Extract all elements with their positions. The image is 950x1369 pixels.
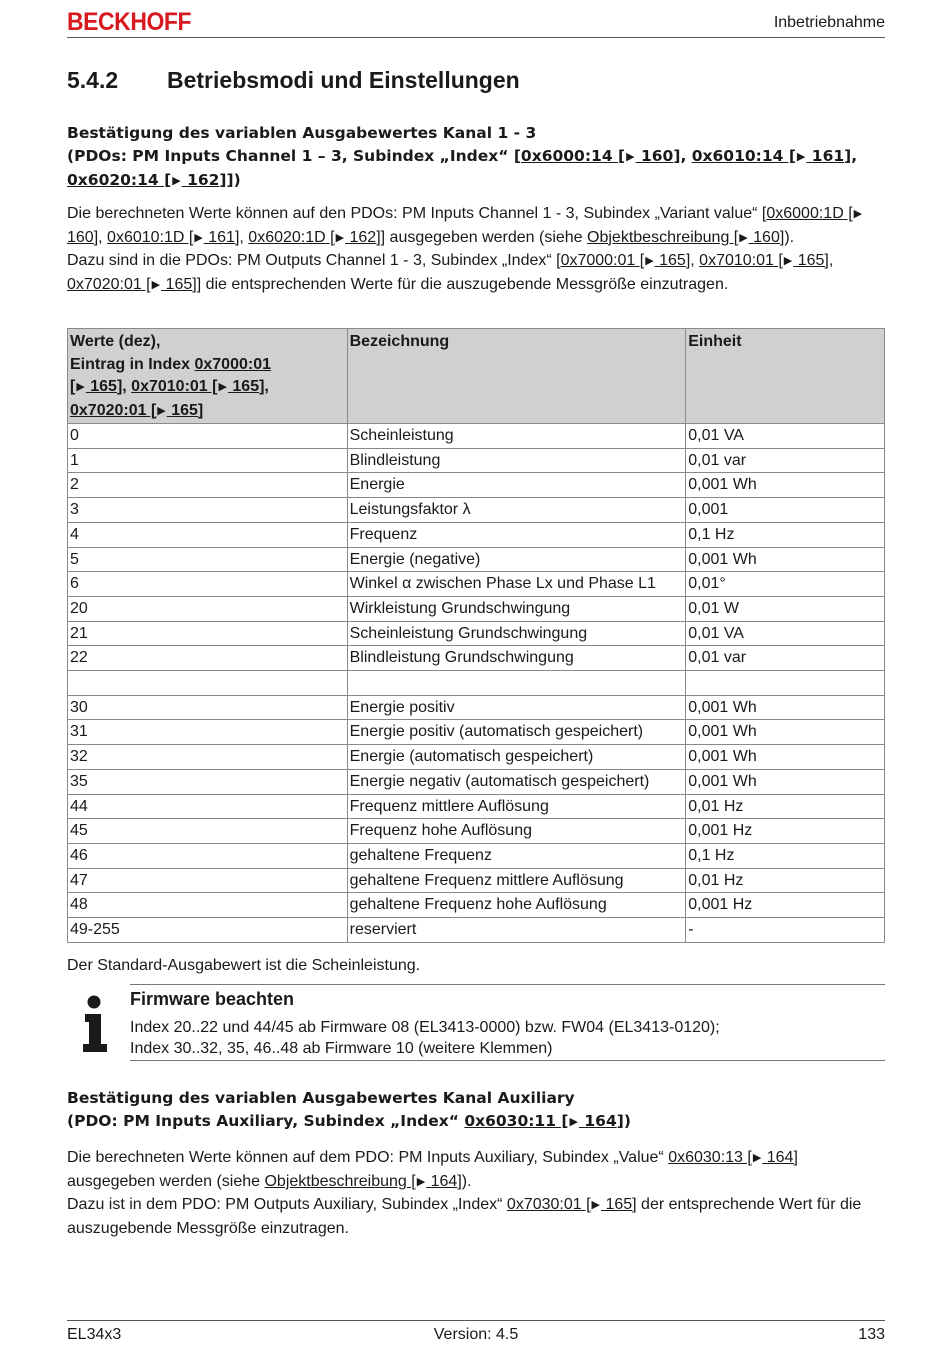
- table-row: [68, 646, 885, 671]
- firmware-note: [67, 984, 885, 1061]
- subsection-heading-channels: [67, 122, 885, 193]
- cell-einheit: 0,01 Hz: [686, 794, 885, 819]
- cell-bezeichnung: Energie: [347, 473, 686, 498]
- cell-bezeichnung: gehaltene Frequenz mittlere Auflösung: [347, 868, 686, 893]
- cell-bezeichnung: Energie (negative): [347, 547, 686, 572]
- cell-bezeichnung: Blindleistung: [347, 448, 686, 473]
- cell-bezeichnung: Scheinleistung: [347, 424, 686, 449]
- subsection-heading-line2: (PDOs: PM Inputs Channel 1 – 3, Subindex „Index“ [0x6000:14 [▶ 160], 0x6010:14 [▶ 161], 0x6020:14 [▶ 162]]): [67, 147, 858, 189]
- section-number: 5.4.2: [67, 67, 119, 93]
- subsection2-heading-line1: Bestätigung des variablen Ausgabewertes Kanal Auxiliary: [67, 1089, 575, 1107]
- cell-bezeichnung: Frequenz: [347, 522, 686, 547]
- table-row: [68, 473, 885, 498]
- note-divider-top: [130, 984, 885, 985]
- cell-value: 30: [68, 695, 348, 720]
- header-link-0x7020-01[interactable]: 0x7020:01 [▶ 165]: [70, 401, 204, 419]
- table-row: [68, 547, 885, 572]
- page-header: [67, 6, 885, 38]
- note-title: Firmware beachten: [130, 989, 295, 1009]
- cell-value: 48: [68, 893, 348, 918]
- link-0x7000-01[interactable]: 0x7000:01 [▶ 165]: [560, 252, 691, 269]
- subsection-heading-line1: Bestätigung des variablen Ausgabewertes Kanal 1 - 3: [67, 124, 537, 142]
- cell-einheit: [686, 671, 885, 696]
- cell-value: 31: [68, 720, 348, 745]
- cell-einheit: 0,001 Wh: [686, 695, 885, 720]
- cell-value: 4: [68, 522, 348, 547]
- table-row: [68, 868, 885, 893]
- output-values-table: [67, 328, 885, 943]
- cell-einheit: 0,001 Wh: [686, 769, 885, 794]
- paragraph-variant-value: Die berechneten Werte können auf den PDOs: PM Inputs Channel 1 - 3, Subindex „Variant value“ [0x6000:1D [▶ 160], 0x6010:1D [▶ 161], 0x6020:1D [▶ 162]] ausgegeben werden (siehe Objektbeschreibung [▶ 160]). Dazu sind in die PDOs: PM Outputs Channel 1 - 3, Subindex „Index“ [0x7000:01 [▶ 165], 0x7010:01 [▶ 165], 0x7020:01 [▶ 165]] die entsprechenden Werte für die auszugebende Messgröße einzutragen.: [67, 205, 863, 293]
- link-objektbeschreibung-1[interactable]: Objektbeschreibung [▶ 160]: [587, 228, 785, 246]
- footer-product: EL34x3: [67, 1326, 122, 1343]
- table-row: [68, 893, 885, 918]
- cell-bezeichnung: Wirkleistung Grundschwingung: [347, 596, 686, 621]
- table-row: [68, 745, 885, 770]
- cell-value: 44: [68, 794, 348, 819]
- link-0x6020-1d[interactable]: 0x6020:1D [▶ 162]: [248, 228, 381, 246]
- cell-bezeichnung: Frequenz mittlere Auflösung: [347, 794, 686, 819]
- footer-page-number: 133: [858, 1326, 885, 1343]
- section-title: [67, 67, 520, 94]
- note-divider-bottom: [130, 1060, 885, 1061]
- cell-einheit: 0,01 var: [686, 646, 885, 671]
- table-row: [68, 819, 885, 844]
- cell-bezeichnung: [347, 671, 686, 696]
- cell-einheit: 0,01°: [686, 572, 885, 597]
- cell-bezeichnung: Winkel α zwischen Phase Lx und Phase L1: [347, 572, 686, 597]
- cell-value: 3: [68, 498, 348, 523]
- table-row: [68, 572, 885, 597]
- beckhoff-logo: BECKHOFF: [67, 8, 192, 36]
- cell-value: 2: [68, 473, 348, 498]
- cell-einheit: 0,01 VA: [686, 424, 885, 449]
- table-row: [68, 448, 885, 473]
- cell-value: 6: [68, 572, 348, 597]
- link-0x6030-11[interactable]: 0x6030:11 [▶ 164]: [464, 1112, 624, 1130]
- cell-bezeichnung: Energie negativ (automatisch gespeichert): [347, 769, 686, 794]
- cell-einheit: 0,001 Wh: [686, 720, 885, 745]
- note-body: Index 20..22 und 44/45 ab Firmware 08 (EL3413-0000) bzw. FW04 (EL3413-0120); Index 30..32, 35, 46..48 ab Firmware 10 (weitere Klemmen): [130, 1019, 720, 1057]
- link-0x6030-13[interactable]: 0x6030:13 [▶ 164]: [668, 1149, 798, 1166]
- table-header-row: [68, 329, 885, 424]
- cell-value: 22: [68, 646, 348, 671]
- link-0x6020-14[interactable]: 0x6020:14 [▶ 162]: [67, 171, 227, 189]
- cell-bezeichnung: Energie (automatisch gespeichert): [347, 745, 686, 770]
- cell-einheit: 0,001 Hz: [686, 819, 885, 844]
- cell-bezeichnung: Energie positiv (automatisch gespeichert): [347, 720, 686, 745]
- header-link-0x7010-01[interactable]: 0x7010:01 [▶ 165]: [131, 378, 265, 395]
- cell-bezeichnung: Blindleistung Grundschwingung: [347, 646, 686, 671]
- column-header-bezeichnung: Bezeichnung: [347, 329, 686, 424]
- table-row: [68, 424, 885, 449]
- header-section-label: Inbetriebnahme: [773, 14, 885, 31]
- footer-version: Version: 4.5: [433, 1326, 519, 1343]
- cell-value: 21: [68, 621, 348, 646]
- cell-value: 46: [68, 843, 348, 868]
- table-row: [68, 843, 885, 868]
- cell-einheit: 0,001 Hz: [686, 893, 885, 918]
- cell-value: 49-255: [68, 918, 348, 943]
- cell-value: 5: [68, 547, 348, 572]
- cell-value: 45: [68, 819, 348, 844]
- cell-bezeichnung: Leistungsfaktor λ: [347, 498, 686, 523]
- link-0x6000-1d[interactable]: 0x6000:1D [▶ 160]: [67, 205, 863, 246]
- table-row: [68, 498, 885, 523]
- cell-einheit: 0,1 Hz: [686, 843, 885, 868]
- cell-value: 0: [68, 424, 348, 449]
- default-output-note: Der Standard-Ausgabewert ist die Scheinleistung.: [67, 957, 421, 974]
- cell-bezeichnung: reserviert: [347, 918, 686, 943]
- cell-einheit: -: [686, 918, 885, 943]
- link-0x7030-01[interactable]: 0x7030:01 [▶ 165]: [506, 1196, 637, 1213]
- table-row: [68, 671, 885, 696]
- cell-einheit: 0,001 Wh: [686, 473, 885, 498]
- column-header-einheit: Einheit: [686, 329, 885, 424]
- cell-bezeichnung: Frequenz hohe Auflösung: [347, 819, 686, 844]
- table-row: [68, 695, 885, 720]
- cell-einheit: 0,001: [686, 498, 885, 523]
- link-0x6010-1d[interactable]: 0x6010:1D [▶ 161]: [107, 228, 240, 246]
- cell-einheit: 0,01 var: [686, 448, 885, 473]
- table-row: [68, 596, 885, 621]
- cell-value: 1: [68, 448, 348, 473]
- cell-einheit: 0,1 Hz: [686, 522, 885, 547]
- cell-einheit: 0,01 Hz: [686, 868, 885, 893]
- cell-bezeichnung: Scheinleistung Grundschwingung: [347, 621, 686, 646]
- table-row: [68, 794, 885, 819]
- link-objektbeschreibung-2[interactable]: Objektbeschreibung [▶ 164]: [264, 1172, 462, 1190]
- cell-value: 32: [68, 745, 348, 770]
- cell-einheit: 0,001 Wh: [686, 547, 885, 572]
- header-link-0x7000-01[interactable]: 0x7000:01 [▶ 165]: [70, 355, 271, 395]
- footer-divider: [67, 1320, 885, 1321]
- table-row: [68, 522, 885, 547]
- cell-einheit: 0,001 Wh: [686, 745, 885, 770]
- link-0x7020-01[interactable]: 0x7020:01 [▶ 165]: [67, 275, 197, 293]
- table-row: [68, 918, 885, 943]
- cell-value: 20: [68, 596, 348, 621]
- subsection2-heading-line2: (PDO: PM Inputs Auxiliary, Subindex „Index“ 0x6030:11 [▶ 164]): [67, 1112, 631, 1130]
- paragraph-auxiliary: Die berechneten Werte können auf dem PDO: PM Inputs Auxiliary, Subindex „Value“ 0x6030:13 [▶ 164] ausgegeben werden (siehe Objektbeschreibung [▶ 164]). Dazu ist in dem PDO: PM Outputs Auxiliary, Subindex „Index“ 0x7030:01 [▶ 165] der entsprechende Wert für die auszugebende Messgröße einzutragen.: [67, 1149, 862, 1237]
- table-row: [68, 720, 885, 745]
- cell-bezeichnung: gehaltene Frequenz: [347, 843, 686, 868]
- link-0x6010-14[interactable]: 0x6010:14 [▶ 161]: [691, 147, 852, 165]
- table-row: [68, 769, 885, 794]
- cell-value: 47: [68, 868, 348, 893]
- link-0x6000-14[interactable]: 0x6000:14 [▶ 160]: [520, 147, 681, 165]
- table-row: [68, 621, 885, 646]
- header-divider: [67, 37, 885, 38]
- cell-bezeichnung: Energie positiv: [347, 695, 686, 720]
- cell-einheit: 0,01 W: [686, 596, 885, 621]
- link-0x7010-01[interactable]: 0x7010:01 [▶ 165]: [699, 252, 829, 269]
- column-header-werte: Werte (dez), Eintrag in Index 0x7000:01 [▶ 165], 0x7010:01 [▶ 165], 0x7020:01 [▶ 165]: [68, 329, 348, 424]
- subsection-heading-auxiliary: [67, 1087, 885, 1134]
- cell-value: 35: [68, 769, 348, 794]
- cell-einheit: 0,01 VA: [686, 621, 885, 646]
- section-title-text: Betriebsmodi und Einstellungen: [167, 67, 520, 93]
- cell-value: [68, 671, 348, 696]
- cell-bezeichnung: gehaltene Frequenz hohe Auflösung: [347, 893, 686, 918]
- info-icon: [81, 994, 111, 1052]
